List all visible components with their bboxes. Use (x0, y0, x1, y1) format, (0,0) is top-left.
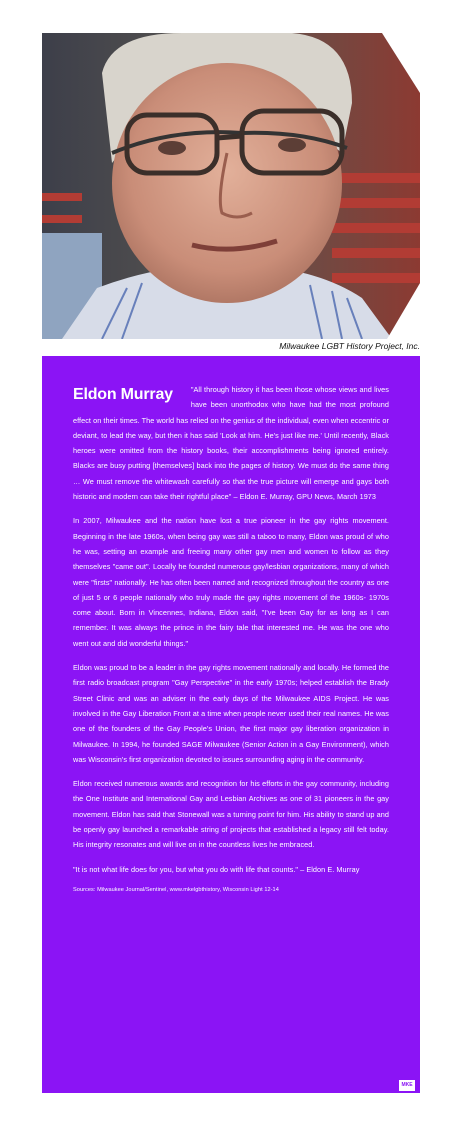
portrait-photo (42, 33, 420, 339)
sources-line: Sources: Milwaukee Journal/Sentinel, www.mkelgbthistory, Wisconsin Light 12-14 (73, 886, 279, 893)
opening-quote-paragraph (73, 382, 389, 504)
paragraph-1: In 2007, Milwaukee and the nation have lost a true pioneer in the gay rights movement. Beginning in the late 1960s, when being gay was still a taboo to many, Eldon was proud of who he was, setting an example and freeing many other gay men and women to follow as they themselves "came out". Locally he founded numerous gay/lesbian organizations, many of which were "firsts" nationally. He has often been named and recognized throughout the country as one of just 5 or 6 people nationally who truly made the gay rights movement of the 1960s- 1970s come about. Born in Vincennes, Indiana, Eldon said, "I've been Gay for as long as I can remember. It was always the prince in the fairy tale that interested me. He was the one who went out and did wonderful things." (73, 516, 389, 648)
biography-text (73, 382, 389, 904)
paragraph-3: Eldon received numerous awards and recognition for his efforts in the gay community, including the One Institute and International Gay and Lesbian Archives as one of 31 pioneers in the gay movement. Eldon has said that Stonewall was a turning point for him. His ability to stand up and be openly gay launched a remarkable string of projects that established a legacy still felt today. His integrity resonates and will live on in the countless lives he embraced. (73, 779, 389, 850)
photo-credit: Milwaukee LGBT History Project, Inc. (279, 341, 420, 351)
opening-quote: "All through history it has been those whose views and lives have been unorthodox who have had the most profound effect on their times. The world has relied on the genius of the individual, even when eccentric or deviant, to lead the way, but then it has said 'Look at him. He's just like me.' Until recently, Black heroes were omitted from the history books, their accomplishments being ignored entirely. Blacks are busy putting [themselves] back into the pages of history. We must do the same thing … We must remove the whitewash carefully so that the true picture will emerge and gays both historic and modern can take their rightful place" – Eldon E. Murray, GPU News, March 1973 (73, 385, 389, 502)
logo-badge: MKE (399, 1080, 415, 1091)
subject-name: Eldon Murray (73, 386, 173, 403)
paragraph-2: Eldon was proud to be a leader in the gay rights movement nationally and locally. He formed the first radio broadcast program "Gay Perspective" in the early 1970s; helped establish the Brady Street Clinic and was an adviser in the early days of the Milwaukee AIDS Project. He was involved in the Gay Liberation Front at a time when people never used their real names. He was one of the founders of the Gay People's Union, the first major gay liberation organization in Milwaukee. In 1994, he founded SAGE Milwaukee (Senior Action in a Gay Environment), which was Wisconsin's first organization devoted to issues surrounding aging in the community. (73, 663, 389, 764)
biography-panel (42, 356, 420, 1093)
closing-quote: "It is not what life does for you, but what you do with life that counts." – Eldon E. Murray (73, 864, 360, 874)
